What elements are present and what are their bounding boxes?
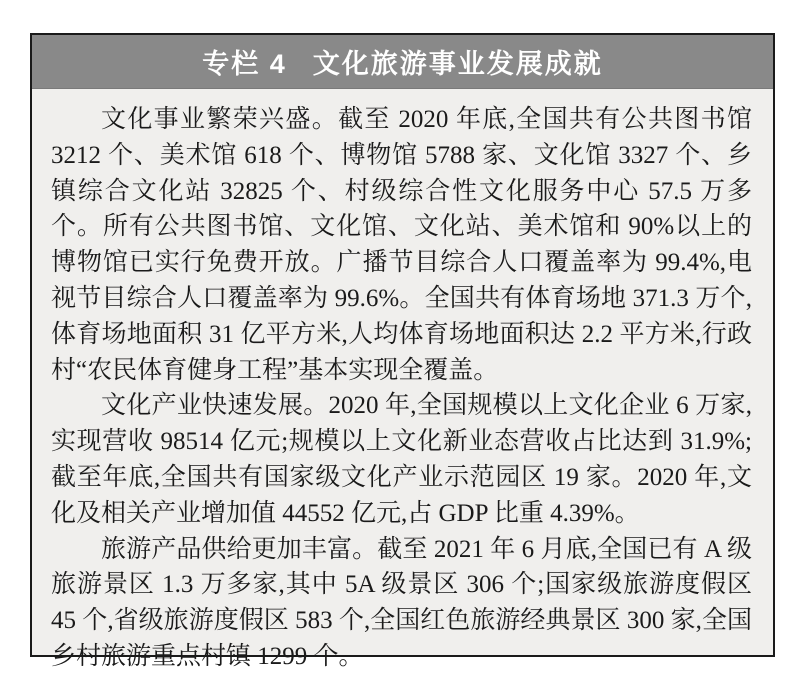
- paragraph-tourism-supply: 旅游产品供给更加丰富。截至 2021 年 6 月底,全国已有 A 级旅游景区 1.3 万多家,其中 5A 级景区 306 个;国家级旅游度假区 45 个,省级旅游度假区 583 个,全国红色旅游经典景区 300 家,全国乡村旅游重点村镇 1299 个。: [51, 535, 752, 670]
- panel-body: [32, 89, 773, 675]
- panel-header: [32, 35, 773, 89]
- panel-label: 专栏 4: [202, 49, 287, 79]
- paragraph-culture-industry: 文化产业快速发展。2020 年,全国规模以上文化企业 6 万家,实现营收 98514 亿元;规模以上文化新业态营收占比达到 31.9%;截至年底,全国共有国家级文化产业示范园区 19 家。2020 年,文化及相关产业增加值 44552 亿元,占 GDP 比重 4.39%。: [51, 392, 752, 527]
- paragraph-culture-undertakings: 文化事业繁荣兴盛。截至 2020 年底,全国共有公共图书馆 3212 个、美术馆 618 个、博物馆 5788 家、文化馆 3327 个、乡镇综合文化站 32825 个、村级综合性文化服务中心 57.5 万多个。所有公共图书馆、文化馆、文化站、美术馆和 90%以上的博物馆已实行免费开放。广播节目综合人口覆盖率为 99.4%,电视节目综合人口覆盖率为 99.6%。全国共有体育场地 371.3 万个,体育场地面积 31 亿平方米,人均体育场地面积达 2.2 平方米,行政村“农民体育健身工程”基本实现全覆盖。: [51, 106, 752, 384]
- panel-title-text: 文化旅游事业发展成就: [312, 49, 603, 79]
- column-panel: [30, 33, 775, 670]
- panel-title: [202, 42, 603, 81]
